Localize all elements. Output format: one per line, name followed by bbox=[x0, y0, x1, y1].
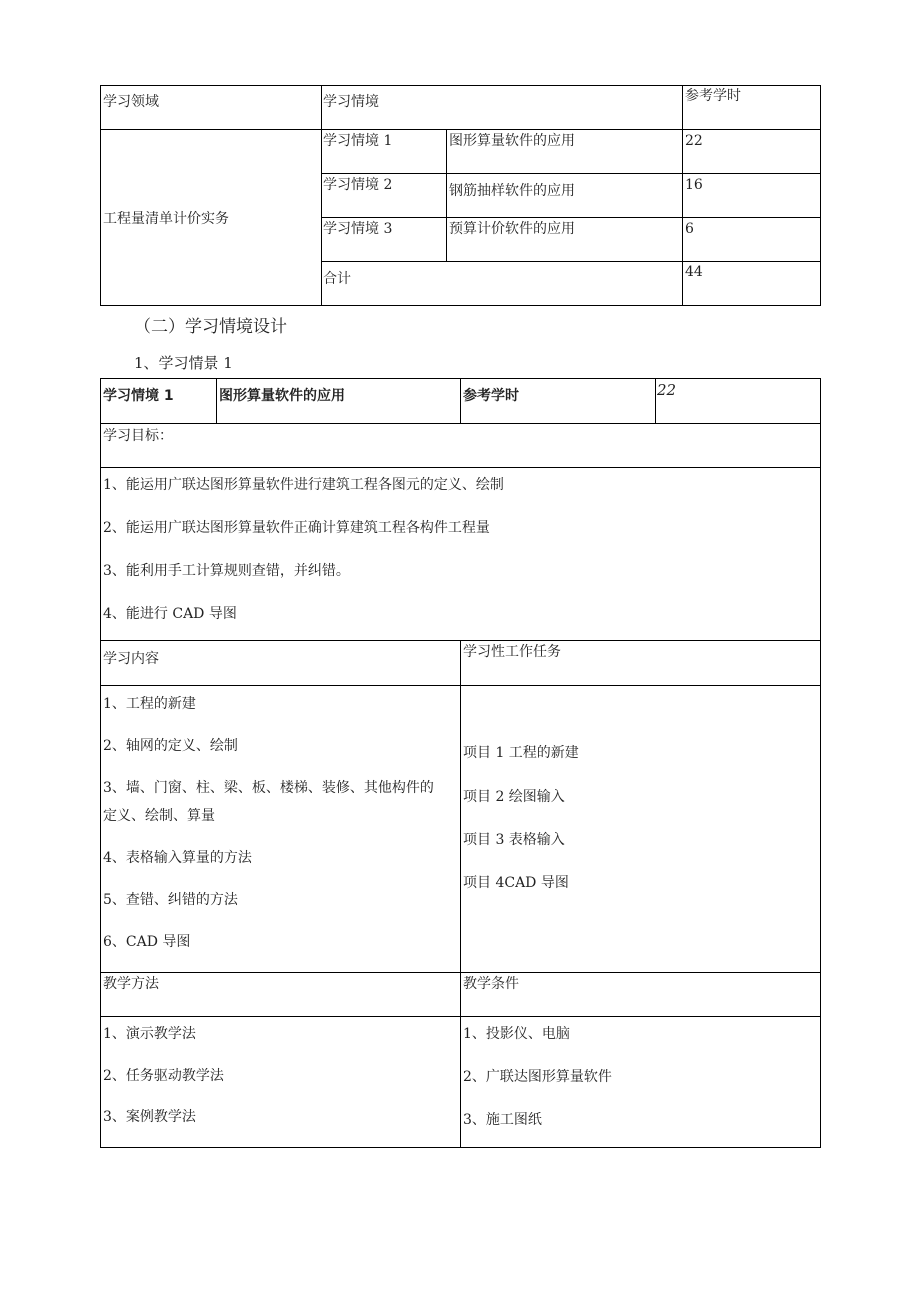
method-item: 2、任务驱动教学法 bbox=[103, 1068, 224, 1084]
task-item: 项目 4CAD 导图 bbox=[463, 875, 569, 891]
content-item: 5、查错、纠错的方法 bbox=[103, 892, 238, 908]
content-item: 定义、绘制、算量 bbox=[103, 808, 215, 824]
row-label: 学习情境 2 bbox=[323, 177, 393, 193]
content-item: 3、墙、门窗、柱、梁、板、楼梯、装修、其他构件的 bbox=[103, 780, 434, 796]
situation-label: 学习情境 1 bbox=[103, 388, 174, 404]
method-item: 1、演示教学法 bbox=[103, 1026, 196, 1042]
total-label: 合计 bbox=[323, 271, 351, 287]
total-hours: 44 bbox=[685, 264, 703, 280]
task-item: 项目 1 工程的新建 bbox=[463, 745, 579, 761]
content-item: 2、轴网的定义、绘制 bbox=[103, 738, 238, 754]
situation-name: 图形算量软件的应用 bbox=[219, 388, 345, 404]
header-situation: 学习情境 bbox=[323, 94, 379, 110]
content-item: 6、CAD 导图 bbox=[103, 934, 191, 950]
content-item: 4、表格输入算量的方法 bbox=[103, 850, 252, 866]
row-name: 预算计价软件的应用 bbox=[449, 221, 575, 237]
domain-name: 工程量清单计价实务 bbox=[103, 211, 229, 227]
row-hours: 16 bbox=[685, 177, 703, 193]
task-item: 项目 2 绘图输入 bbox=[463, 789, 565, 805]
task-item: 项目 3 表格输入 bbox=[463, 832, 565, 848]
objectives-title: 学习目标： bbox=[103, 428, 173, 444]
row-hours: 6 bbox=[685, 221, 694, 237]
condition-item: 1、投影仪、电脑 bbox=[463, 1026, 570, 1042]
row-name: 图形算量软件的应用 bbox=[449, 133, 575, 149]
condition-item: 3、施工图纸 bbox=[463, 1112, 542, 1128]
condition-item: 2、广联达图形算量软件 bbox=[463, 1069, 612, 1085]
row-hours: 22 bbox=[685, 133, 703, 149]
hours-value: 22 bbox=[657, 381, 677, 399]
objective-item: 4、能进行 CAD 导图 bbox=[103, 606, 237, 622]
content-title: 学习内容 bbox=[103, 651, 159, 667]
section-title: （二）学习情境设计 bbox=[134, 317, 287, 337]
hours-label: 参考学时 bbox=[463, 388, 519, 404]
header-domain: 学习领域 bbox=[103, 94, 159, 110]
method-item: 3、案例教学法 bbox=[103, 1109, 196, 1125]
content-item: 1、工程的新建 bbox=[103, 696, 196, 712]
objective-item: 2、能运用广联达图形算量软件正确计算建筑工程各构件工程量 bbox=[103, 520, 490, 536]
subsection-title: 1、学习情景 1 bbox=[134, 354, 233, 372]
conditions-title: 教学条件 bbox=[463, 976, 519, 992]
objective-item: 1、能运用广联达图形算量软件进行建筑工程各图元的定义、绘制 bbox=[103, 477, 504, 493]
tasks-title: 学习性工作任务 bbox=[463, 644, 561, 660]
methods-title: 教学方法 bbox=[103, 976, 159, 992]
row-label: 学习情境 1 bbox=[323, 133, 393, 149]
header-hours: 参考学时 bbox=[685, 88, 741, 104]
row-name: 钢筋抽样软件的应用 bbox=[449, 183, 575, 199]
row-label: 学习情境 3 bbox=[323, 221, 393, 237]
objective-item: 3、能利用手工计算规则查错，并纠错。 bbox=[103, 563, 350, 579]
